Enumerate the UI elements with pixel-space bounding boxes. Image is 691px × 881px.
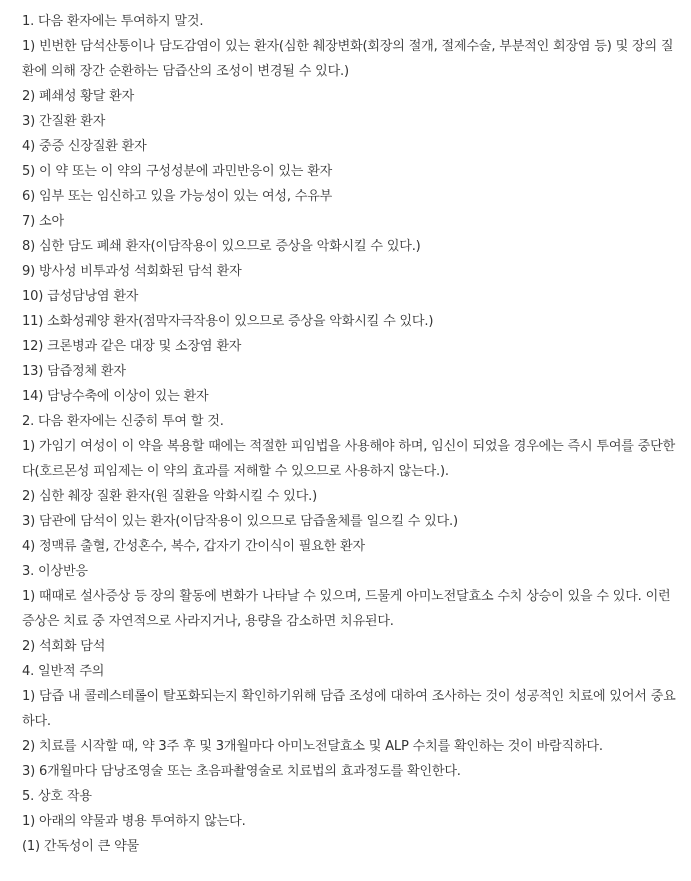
list-item: 2) 치료를 시작할 때, 약 3주 후 및 3개월마다 아미노전달효소 및 ALP 수치를 확인하는 것이 바람직하다. <box>22 739 603 754</box>
document-body <box>22 9 676 859</box>
list-item: 8) 심한 담도 폐쇄 환자(이담작용이 있으므로 증상을 악화시킬 수 있다.) <box>22 239 421 254</box>
list-item: 11) 소화성궤양 환자(점막자극작용이 있으므로 증상을 악화시킬 수 있다.) <box>22 314 434 329</box>
list-item: 1) 아래의 약물과 병용 투여하지 않는다. <box>22 814 246 829</box>
list-item: 13) 담즙정체 환자 <box>22 364 126 379</box>
list-item: 1) 때때로 설사증상 등 장의 활동에 변화가 나타날 수 있으며, 드물게 아미노전달효소 수치 상승이 있을 수 있다. 이런 증상은 치료 중 자연적으로 사라지거나, 용량을 감소하면 치유된다. <box>22 589 671 629</box>
list-item: 6) 임부 또는 임신하고 있을 가능성이 있는 여성, 수유부 <box>22 189 333 204</box>
section-heading-contraindications: 1. 다음 환자에는 투여하지 말것. <box>22 14 204 29</box>
list-item: 12) 크론병과 같은 대장 및 소장염 환자 <box>22 339 242 354</box>
list-item: 9) 방사성 비투과성 석회화된 담석 환자 <box>22 264 242 279</box>
list-item: 3) 담관에 담석이 있는 환자(이담작용이 있으므로 담즙울체를 일으킬 수 있다.) <box>22 514 458 529</box>
list-item: 5) 이 약 또는 이 약의 구성성분에 과민반응이 있는 환자 <box>22 164 333 179</box>
section-heading-interactions: 5. 상호 작용 <box>22 789 92 804</box>
list-item: 10) 급성담낭염 환자 <box>22 289 139 304</box>
section-heading-adverse-reactions: 3. 이상반응 <box>22 564 88 579</box>
section-heading-general-precautions: 4. 일반적 주의 <box>22 664 105 679</box>
list-item: 7) 소아 <box>22 214 64 229</box>
list-item: 3) 간질환 환자 <box>22 114 106 129</box>
list-item: 1) 가임기 여성이 이 약을 복용할 때에는 적절한 피임법을 사용해야 하며, 임신이 되었을 경우에는 즉시 투여를 중단한다(호르몬성 피임제는 이 약의 효과를 저해할 수 있으므로 사용하지 않는다.). <box>22 439 676 479</box>
list-item: 4) 정맥류 출혈, 간성혼수, 복수, 갑자기 간이식이 필요한 환자 <box>22 539 365 554</box>
list-item: 4) 중증 신장질환 환자 <box>22 139 147 154</box>
list-item: 14) 담낭수축에 이상이 있는 환자 <box>22 389 209 404</box>
list-item: 1) 담즙 내 콜레스테롤이 탈포화되는지 확인하기위해 담즙 조성에 대하여 조사하는 것이 성공적인 치료에 있어서 중요하다. <box>22 689 676 729</box>
list-item: 2) 폐쇄성 황달 환자 <box>22 89 135 104</box>
list-item: 2) 석회화 담석 <box>22 639 106 654</box>
list-item: 3) 6개월마다 담낭조영술 또는 초음파촬영술로 치료법의 효과정도를 확인한다. <box>22 764 461 779</box>
list-item: (1) 간독성이 큰 약물 <box>22 839 139 854</box>
list-item: 1) 빈번한 담석산통이나 담도감염이 있는 환자(심한 췌장변화(회장의 절개, 절제수술, 부분적인 회장염 등) 및 장의 질환에 의해 장간 순환하는 담즙산의 조성이 변경될 수 있다.) <box>22 39 674 79</box>
section-heading-precautions: 2. 다음 환자에는 신중히 투여 할 것. <box>22 414 224 429</box>
list-item: 2) 심한 췌장 질환 환자(원 질환을 악화시킬 수 있다.) <box>22 489 318 504</box>
